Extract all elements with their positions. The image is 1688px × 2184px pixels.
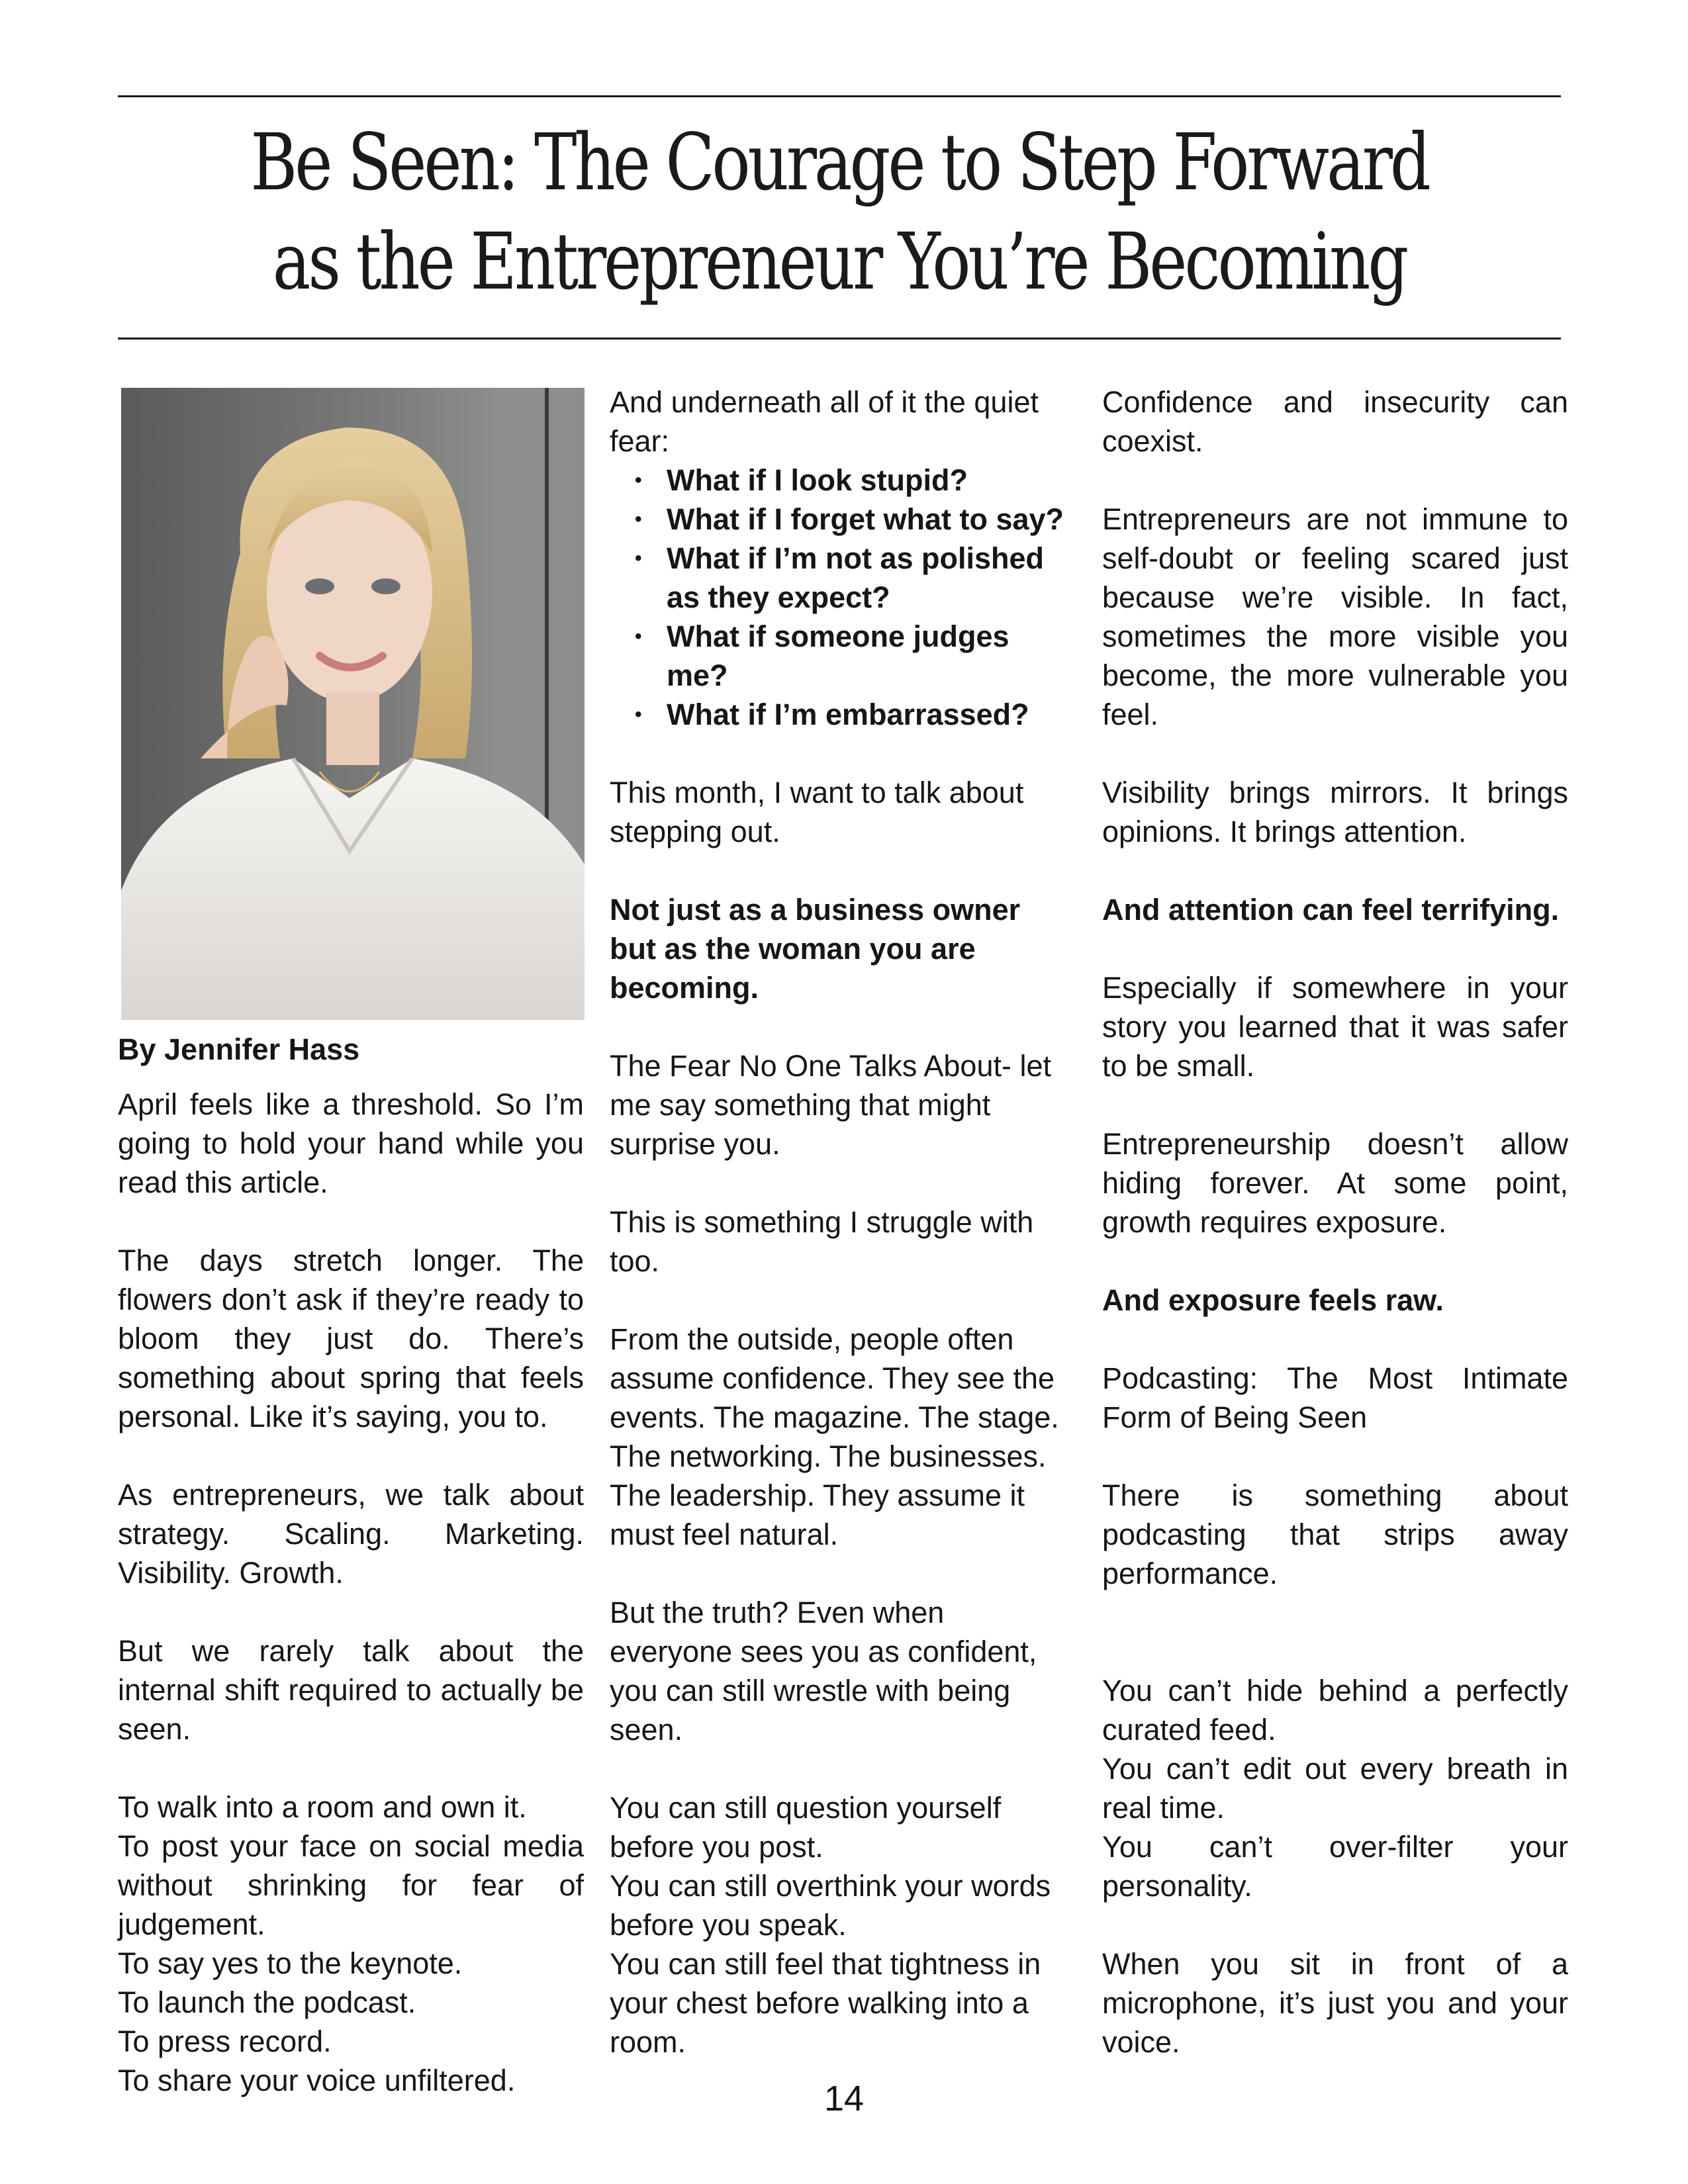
line-group: [118, 1788, 584, 2100]
paragraph: The Fear No One Talks About- let me say something that might surprise you.: [610, 1049, 1052, 1161]
list-item: • What if I’m not as polished as they expect?: [635, 539, 1073, 617]
paragraph: Confidence and insecurity can coexist.: [1102, 385, 1568, 458]
paragraph: The days stretch longer. The flowers don’t ask if they’re ready to bloom they just do. There’s something about spring that feels personal. Like it’s saying, you to.: [118, 1244, 584, 1433]
title-line-1: Be Seen: The Courage to Step Forward: [250, 116, 1429, 208]
line-group: [610, 1788, 1073, 2062]
column-3: [1102, 383, 1568, 2101]
list-item: • What if I forget what to say?: [635, 500, 1073, 539]
paragraph: But we rarely talk about the internal shift required to actually be seen.: [118, 1634, 584, 1746]
byline: By Jennifer Hass: [118, 1032, 360, 1066]
line: You can’t hide behind a perfectly curated feed.: [1102, 1674, 1568, 1747]
paragraph: As entrepreneurs, we talk about strategy. Scaling. Marketing. Visibility. Growth.: [118, 1478, 584, 1590]
line: To share your voice unfiltered.: [118, 2064, 516, 2097]
paragraph: Entrepreneurship doesn’t allow hiding forever. At some point, growth requires exposure.: [1102, 1127, 1568, 1239]
line-group: [1102, 1671, 1568, 1905]
line: To launch the podcast.: [118, 1985, 416, 2019]
paragraph: And underneath all of it the quiet fear:: [610, 385, 1039, 458]
paragraph: This month, I want to talk about stepping out.: [610, 776, 1024, 848]
paragraph: This is something I struggle with too.: [610, 1205, 1034, 1278]
line: You can’t over-filter your personality.: [1102, 1830, 1568, 1903]
bold-paragraph: Not just as a business owner but as the woman you are becoming.: [610, 893, 1021, 1005]
column-2: [610, 383, 1073, 2062]
paragraph: Visibility brings mirrors. It brings opinions. It brings attention.: [1102, 776, 1568, 848]
paragraph: Entrepreneurs are not immune to self-doubt or feeling scared just because we’re visible. In fact, sometimes the more visible you become, the more vulnerable you feel.: [1102, 502, 1568, 731]
line: To post your face on social media without shrinking for fear of judgement.: [118, 1829, 584, 1941]
paragraph: But the truth? Even when everyone sees you as confident, you can still wrestle with being seen.: [610, 1596, 1037, 1747]
paragraph: April feels like a threshold. So I’m going to hold your hand while you read this article.: [118, 1087, 584, 1199]
bottom-rule: [118, 338, 1561, 340]
paragraph: From the outside, people often assume confidence. They see the events. The magazine. The stage. The networking. The businesses. The leadership. They assume it must feel natural.: [610, 1322, 1059, 1551]
fear-list: [610, 461, 1073, 734]
title-line-2: as the Entrepreneur You’re Becoming: [272, 216, 1407, 307]
list-item: • What if I’m embarrassed?: [635, 695, 1073, 734]
article-title: [248, 113, 1431, 311]
column-1: [118, 1030, 584, 2100]
paragraph: Especially if somewhere in your story you learned that it was safer to be small.: [1102, 971, 1568, 1083]
line: You can still feel that tightness in your chest before walking into a room.: [610, 1947, 1041, 2059]
bold-paragraph: And attention can feel terrifying.: [1102, 893, 1560, 927]
line: You can still overthink your words before you speak.: [610, 1869, 1051, 1942]
line: To say yes to the keynote.: [118, 1946, 463, 1980]
section-heading: Podcasting: The Most Intimate Form of Being Seen: [1102, 1361, 1568, 1434]
page-number: 14: [823, 2079, 865, 2118]
list-item: • What if someone judges me?: [635, 617, 1073, 695]
paragraph: When you sit in front of a microphone, it’s just you and your voice.: [1102, 1947, 1568, 2059]
author-photo: [121, 388, 585, 1020]
line: You can’t edit out every breath in real time.: [1102, 1752, 1568, 1825]
line: You can still question yourself before you post.: [610, 1791, 1002, 1864]
bold-paragraph: And exposure feels raw.: [1102, 1283, 1444, 1317]
top-rule: [118, 95, 1561, 97]
list-item: • What if I look stupid?: [635, 461, 1073, 500]
line: To walk into a room and own it.: [118, 1790, 527, 1824]
line: To press record.: [118, 2025, 332, 2058]
paragraph: There is something about podcasting that strips away performance.: [1102, 1479, 1568, 1590]
